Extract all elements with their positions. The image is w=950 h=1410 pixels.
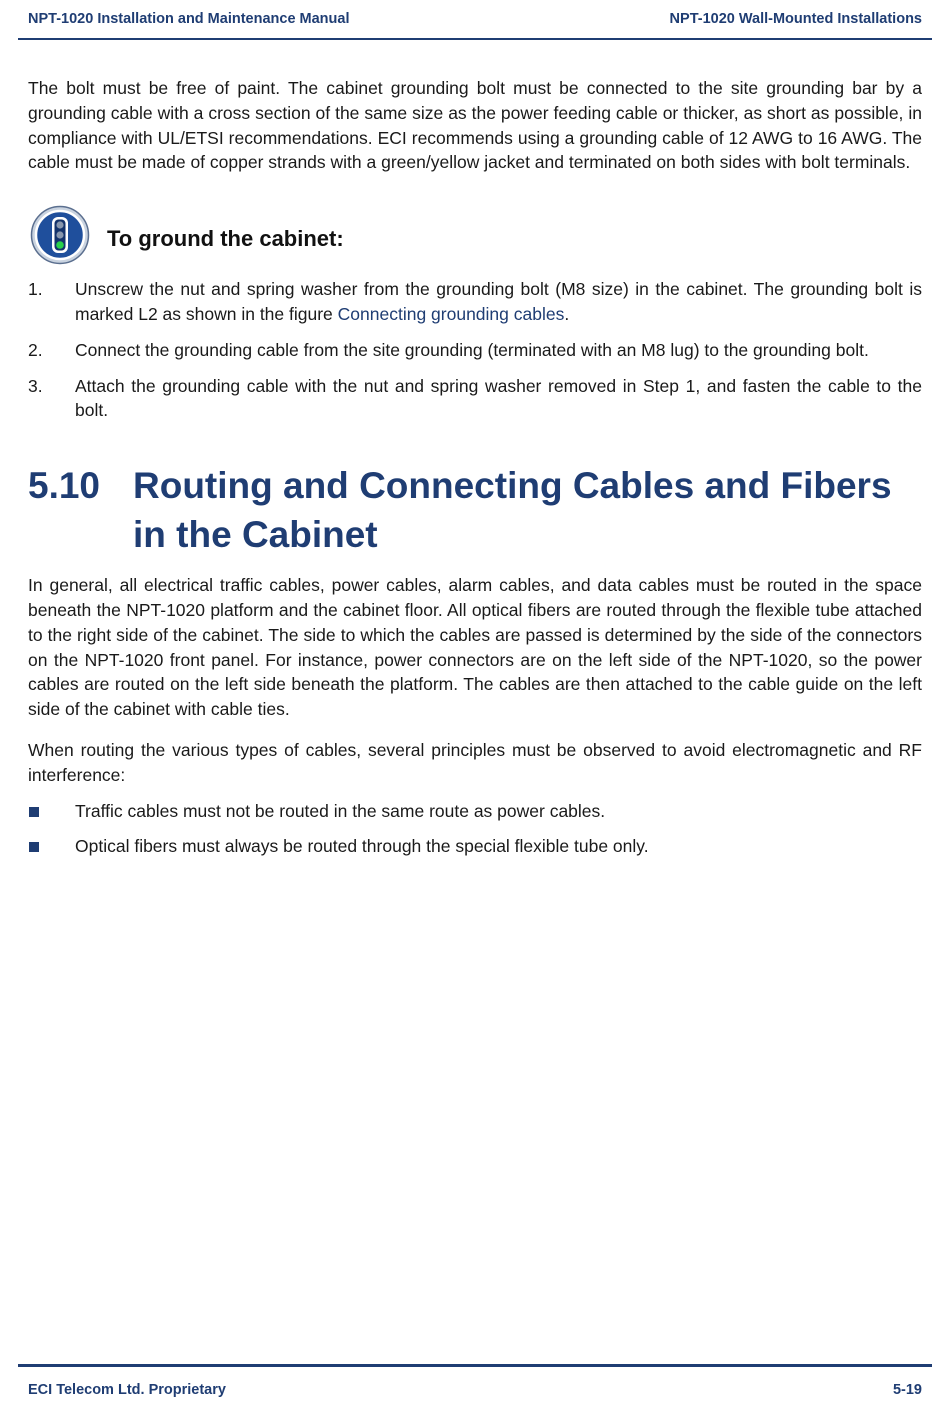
page-content <box>28 76 922 870</box>
footer-proprietary: ECI Telecom Ltd. Proprietary <box>28 1382 226 1398</box>
procedure-step <box>28 277 922 327</box>
page-footer <box>18 1364 932 1410</box>
traffic-light-icon <box>30 205 90 265</box>
procedure-step <box>28 338 922 363</box>
section-paragraph: When routing the various types of cables, several principles must be observed to avoid electromagnetic and RF interference: <box>28 739 922 785</box>
section-heading <box>28 461 922 559</box>
step-text-suffix: . <box>564 303 570 324</box>
procedure-step <box>28 374 922 424</box>
list-item-text: Traffic cables must not be routed in the same route as power cables. <box>75 800 606 821</box>
procedure-title: To ground the cabinet: <box>107 226 344 252</box>
step-text: Unscrew the nut and spring washer from the grounding bolt (M8 size) in the cabinet. The grounding bolt is marked L2 as shown in the figure <box>75 279 922 324</box>
figure-link[interactable]: Connecting grounding cables <box>337 303 565 324</box>
list-item <box>28 834 922 859</box>
step-number: 3. <box>28 375 43 396</box>
header-manual-title: NPT-1020 Installation and Maintenance Manual <box>28 11 350 27</box>
step-number: 2. <box>28 339 43 360</box>
section-number: 5.10 <box>28 465 101 507</box>
list-item-text: Optical fibers must always be routed through the special flexible tube only. <box>75 836 649 857</box>
list-item <box>28 799 922 824</box>
step-number: 1. <box>28 279 43 300</box>
page-header <box>18 0 932 40</box>
step-text: Connect the grounding cable from the site grounding (terminated with an M8 lug) to the grounding bolt. <box>75 339 869 360</box>
step-text: Attach the grounding cable with the nut and spring washer removed in Step 1, and fasten the cable to the bolt. <box>75 375 922 421</box>
page-number: 5-19 <box>892 1382 922 1398</box>
square-bullet-icon <box>29 842 39 852</box>
square-bullet-icon <box>29 807 39 817</box>
section-paragraph: In general, all electrical traffic cables, power cables, alarm cables, and data cables must be routed in the space beneath the NPT-1020 platform and the cabinet floor. All optical fibers are routed through the flexible tube attached to the right side of the cabinet. The side to which the cables are passed is determined by the side of the connectors on the NPT-1020 front panel. For instance, power connectors are on the left side of the NPT-1020, so the power cables are routed on the left side beneath the platform. The cables are then attached to the cable guide on the left side of the cabinet with cable ties. <box>28 575 922 720</box>
header-chapter-title: NPT-1020 Wall-Mounted Installations <box>669 11 922 27</box>
procedure-steps <box>28 277 922 423</box>
procedure-heading <box>28 205 922 269</box>
intro-paragraph: The bolt must be free of paint. The cabinet grounding bolt must be connected to the site grounding bar by a grounding cable with a cross section of the same size as the power feeding cable or thicker, as short as possible, in compliance with UL/ETSI recommendations. ECI recommends using a grounding cable of 12 AWG to 16 AWG. The cable must be made of copper strands with a green/yellow jacket and terminated on both sides with bolt terminals. <box>28 78 922 173</box>
principles-list <box>28 799 922 860</box>
section-title: Routing and Connecting Cables and Fibers in the Cabinet <box>133 465 892 556</box>
